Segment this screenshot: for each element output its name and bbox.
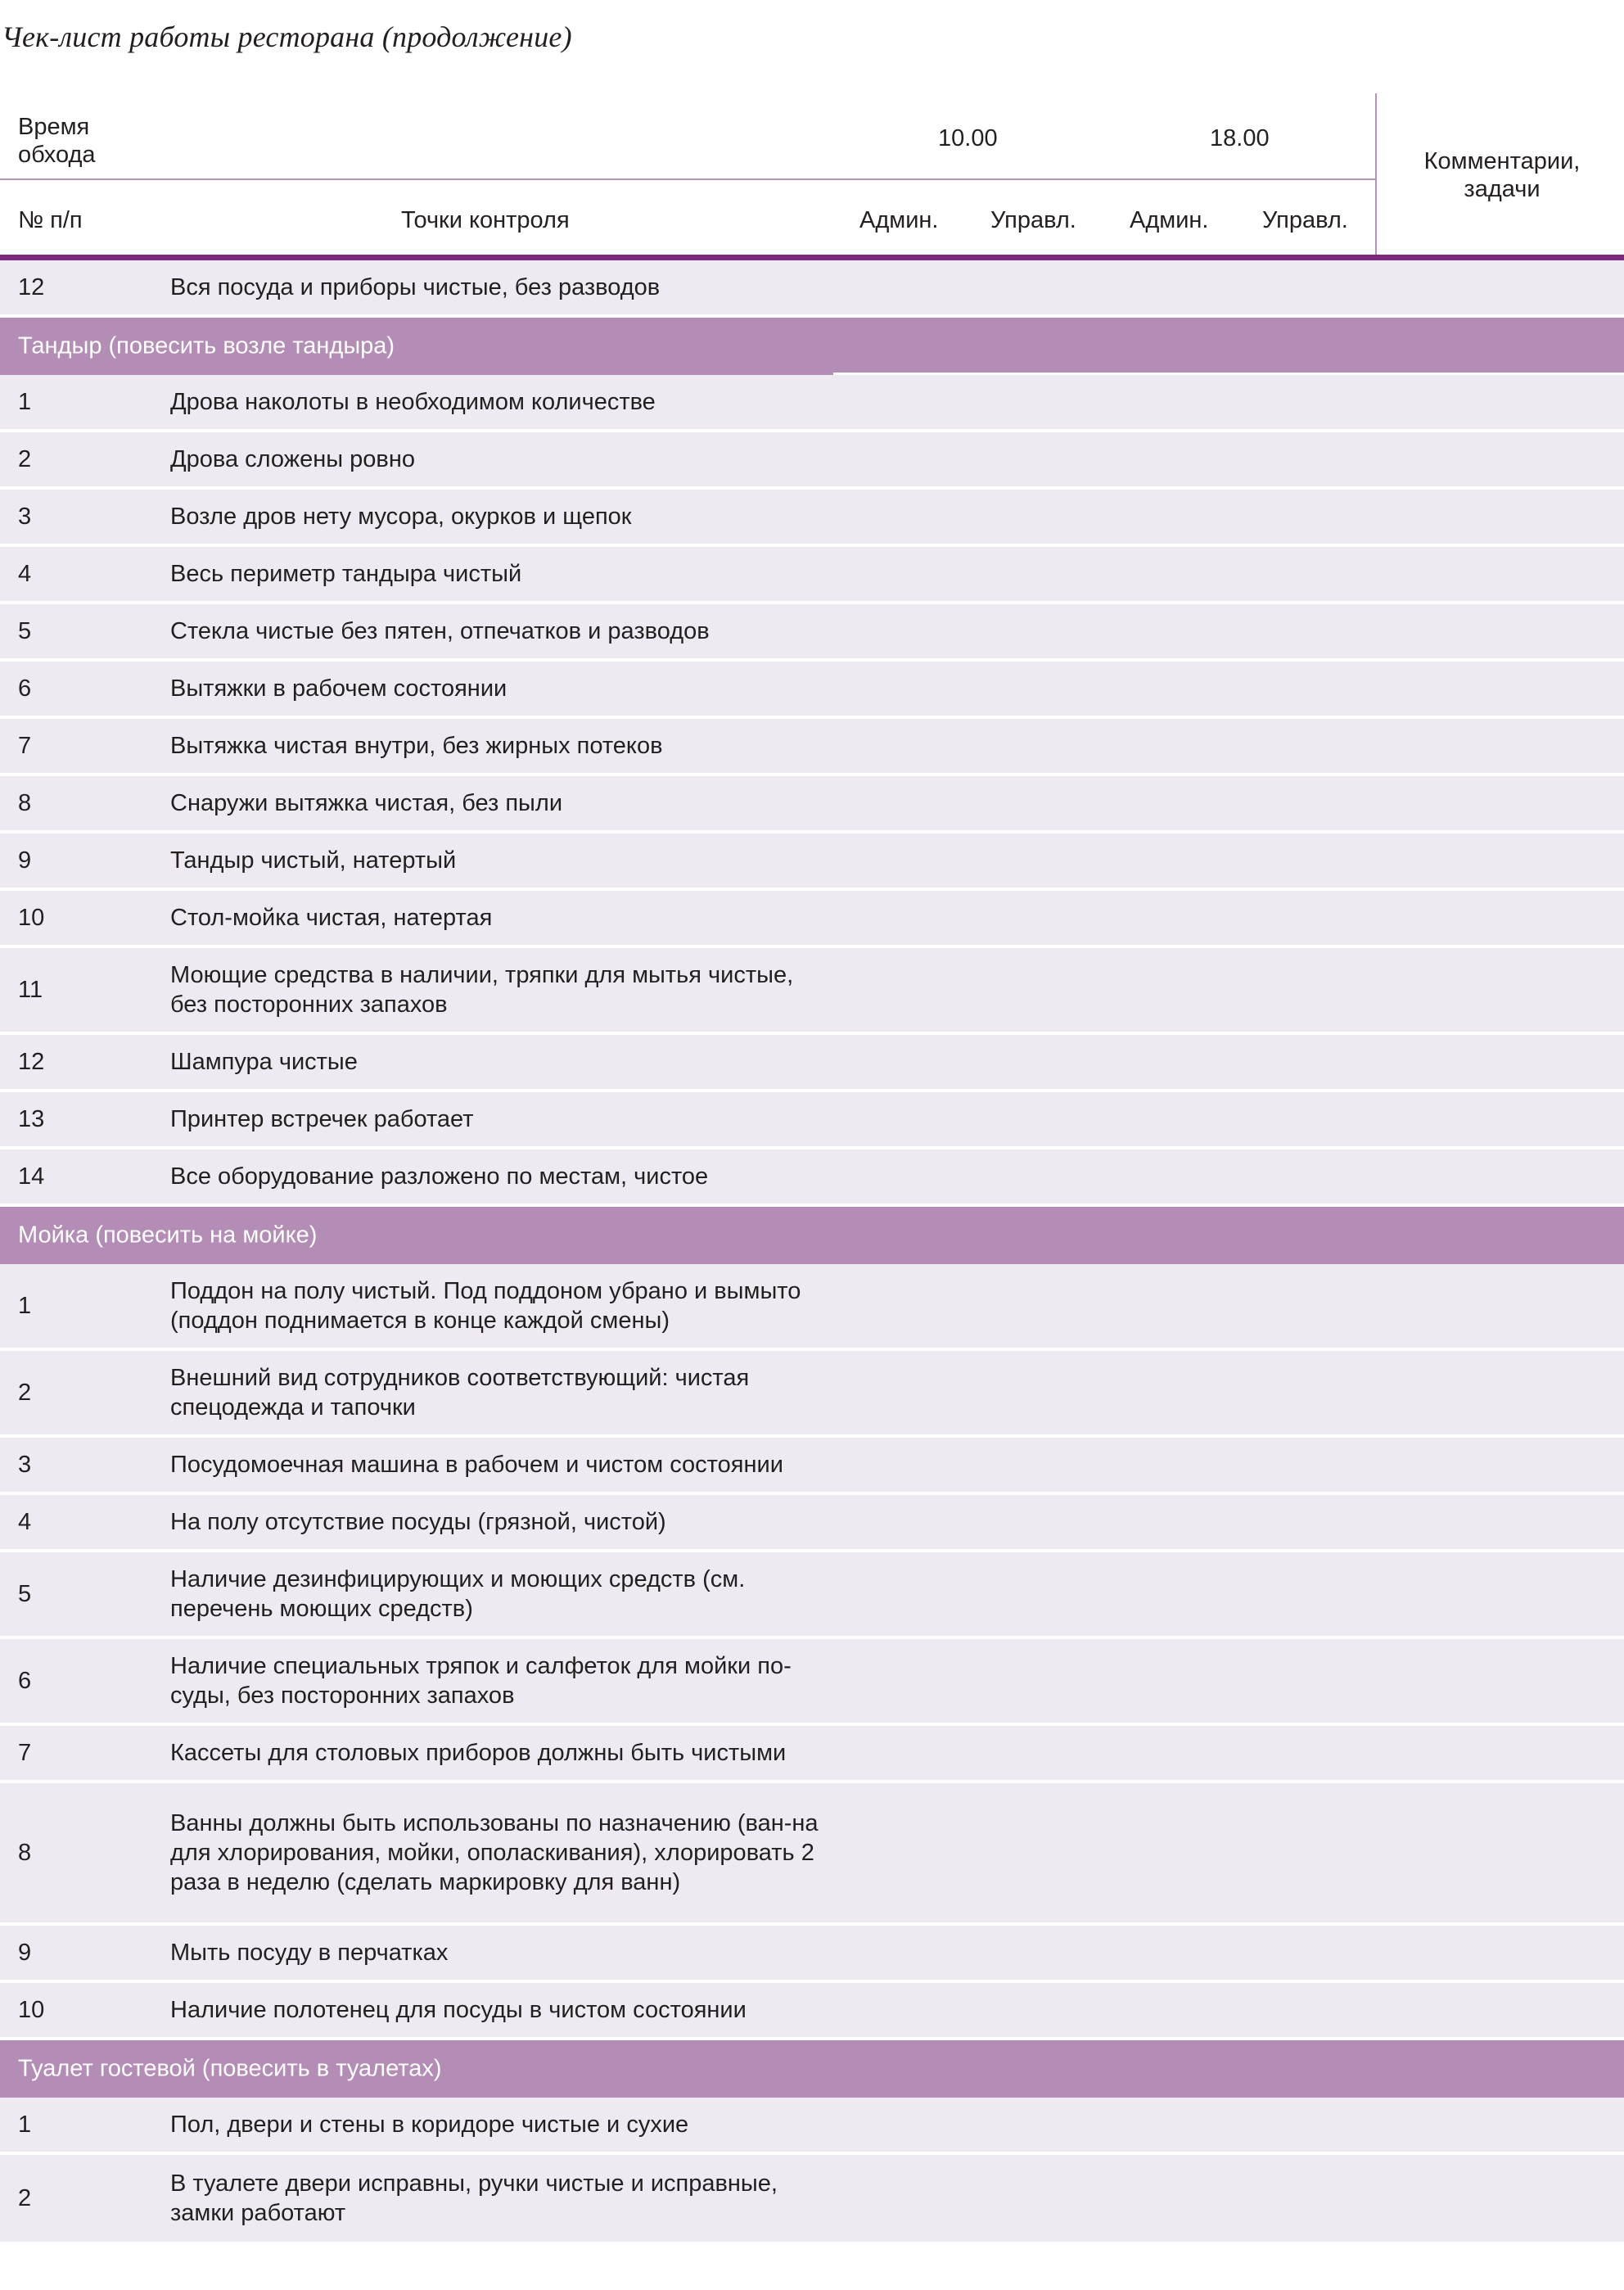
row-number: 12 <box>18 1049 45 1075</box>
row-text: Вся посуда и приборы чистые, без разводов <box>170 274 661 300</box>
row-number: 14 <box>18 1163 45 1190</box>
row-number: 8 <box>18 1840 32 1866</box>
row-text: Тандыр чистый, натертый <box>170 847 457 874</box>
comments-label: Комментарии, задачи <box>1423 148 1581 202</box>
row-text: Вытяжка чистая внутри, без жирных потеков <box>170 733 663 759</box>
row-text: Вытяжки в рабочем состоянии <box>170 675 508 702</box>
row-text: На полу отсутствие посуды (грязной, чистой) <box>170 1509 666 1535</box>
row-number: 7 <box>18 733 32 759</box>
table-row <box>0 1783 1624 1926</box>
row-number: 5 <box>18 1581 32 1607</box>
table-row <box>0 891 1624 948</box>
row-number: 6 <box>18 675 32 702</box>
row-number: 9 <box>18 847 32 874</box>
table-row <box>0 948 1624 1035</box>
table-row <box>0 1092 1624 1150</box>
row-text: Поддон на полу чистый. Под поддоном убрано и вымыто (поддон поднимается в конце каждой смены) <box>170 1278 801 1334</box>
row-text: Кассеты для столовых приборов должны быть чистыми <box>170 1740 787 1766</box>
row-number: 2 <box>18 2185 32 2211</box>
row-number: 1 <box>18 2112 32 2138</box>
table-row <box>0 1926 1624 1983</box>
row-text: Наличие дезинфицирующих и моющих средств (см. перечень моющих средств) <box>170 1566 746 1622</box>
row-number: 3 <box>18 504 32 530</box>
row-number: 5 <box>18 618 32 644</box>
row-number: 1 <box>18 1293 32 1319</box>
row-text: Пол, двери и стены в коридоре чистые и сухие <box>170 2112 689 2138</box>
num-label: № п/п <box>18 207 83 233</box>
table-row <box>0 375 1624 432</box>
table-row <box>0 1639 1624 1726</box>
row-text: Снаружи вытяжка чистая, без пыли <box>170 790 563 816</box>
manager-2: Управл. <box>1262 207 1348 233</box>
table-row <box>0 1150 1624 1207</box>
row-text: Шампура чистые <box>170 1049 358 1075</box>
table-row <box>0 1264 1624 1351</box>
row-text: Принтер встречек работает <box>170 1106 474 1132</box>
time-label: Время обхода <box>18 114 96 168</box>
table-row <box>0 604 1624 662</box>
row-number: 7 <box>18 1740 32 1766</box>
table-row <box>0 1552 1624 1639</box>
table-row <box>0 432 1624 490</box>
row-text: Весь периметр тандыра чистый <box>170 561 522 587</box>
table-row <box>0 776 1624 833</box>
row-text: Стекла чистые без пятен, отпечатков и разводов <box>170 618 710 644</box>
table-row <box>0 1726 1624 1783</box>
row-text: Стол-мойка чистая, натертая <box>170 905 493 931</box>
section-title: Тандыр (повесить возле тандыра) <box>18 332 395 359</box>
page-title: Чек-лист работы ресторана (продолжение) <box>2 20 572 53</box>
table-row <box>0 1495 1624 1552</box>
row-number: 1 <box>18 389 32 415</box>
table-row <box>0 1351 1624 1438</box>
row-text: Дрова наколоты в необходимом количестве <box>170 389 656 415</box>
table-row <box>0 1983 1624 2040</box>
time-1: 10.00 <box>938 125 998 151</box>
table-row <box>0 260 1624 318</box>
time-2: 18.00 <box>1210 125 1270 151</box>
admin-1: Админ. <box>859 207 939 233</box>
admin-2: Админ. <box>1130 207 1209 233</box>
row-text: Дрова сложены ровно <box>170 446 415 472</box>
row-text: В туалете двери исправны, ручки чистые и исправные, замки работают <box>170 2170 778 2226</box>
row-number: 2 <box>18 446 32 472</box>
row-number: 2 <box>18 1380 32 1406</box>
row-number: 13 <box>18 1106 45 1132</box>
table-row <box>0 662 1624 719</box>
section-header-tandyr <box>0 318 1624 375</box>
table-row <box>0 490 1624 547</box>
row-number: 8 <box>18 790 32 816</box>
header-divider <box>0 178 1375 180</box>
table-row <box>0 1035 1624 1092</box>
row-number: 4 <box>18 1509 32 1535</box>
table-row <box>0 833 1624 891</box>
row-number: 4 <box>18 561 32 587</box>
table-header <box>0 92 1624 255</box>
row-text: Возле дров нету мусора, окурков и щепок <box>170 504 632 530</box>
points-label: Точки контроля <box>401 207 570 233</box>
row-text: Посудомоечная машина в рабочем и чистом состоянии <box>170 1452 783 1478</box>
comments-divider <box>1375 93 1377 255</box>
row-number: 12 <box>18 274 45 300</box>
row-text: Наличие полотенец для посуды в чистом состоянии <box>170 1997 747 2023</box>
row-text: Внешний вид сотрудников соответствующий: чистая спецодежда и тапочки <box>170 1365 750 1421</box>
row-number: 9 <box>18 1940 32 1966</box>
row-text: Все оборудование разложено по местам, чистое <box>170 1163 709 1190</box>
section-header-toilet <box>0 2040 1624 2098</box>
row-number: 3 <box>18 1452 32 1478</box>
table-row <box>0 2155 1624 2242</box>
checklist-table <box>0 260 1624 2242</box>
table-row <box>0 719 1624 776</box>
table-row <box>0 547 1624 604</box>
header-accent-bar <box>0 255 1624 260</box>
row-text: Ванны должны быть использованы по назначению (ван-на для хлорирования, мойки, ополаскивания), хлорировать 2 раза в неделю (сделать маркировку для ванн) <box>170 1810 819 1895</box>
section-title: Мойка (повесить на мойке) <box>18 1222 318 1249</box>
table-row <box>0 1438 1624 1495</box>
manager-1: Управл. <box>990 207 1076 233</box>
section-title: Туалет гостевой (повесить в туалетах) <box>18 2055 442 2082</box>
row-text: Мыть посуду в перчатках <box>170 1940 449 1966</box>
section-header-moyka <box>0 1207 1624 1264</box>
table-row <box>0 2098 1624 2155</box>
row-number: 11 <box>18 977 43 1003</box>
row-number: 6 <box>18 1668 32 1694</box>
row-text: Моющие средства в наличии, тряпки для мытья чистые, без посторонних запахов <box>170 962 794 1018</box>
row-number: 10 <box>18 905 45 931</box>
row-text: Наличие специальных тряпок и салфеток для мойки по-суды, без посторонних запахов <box>170 1653 792 1709</box>
row-number: 10 <box>18 1997 45 2023</box>
